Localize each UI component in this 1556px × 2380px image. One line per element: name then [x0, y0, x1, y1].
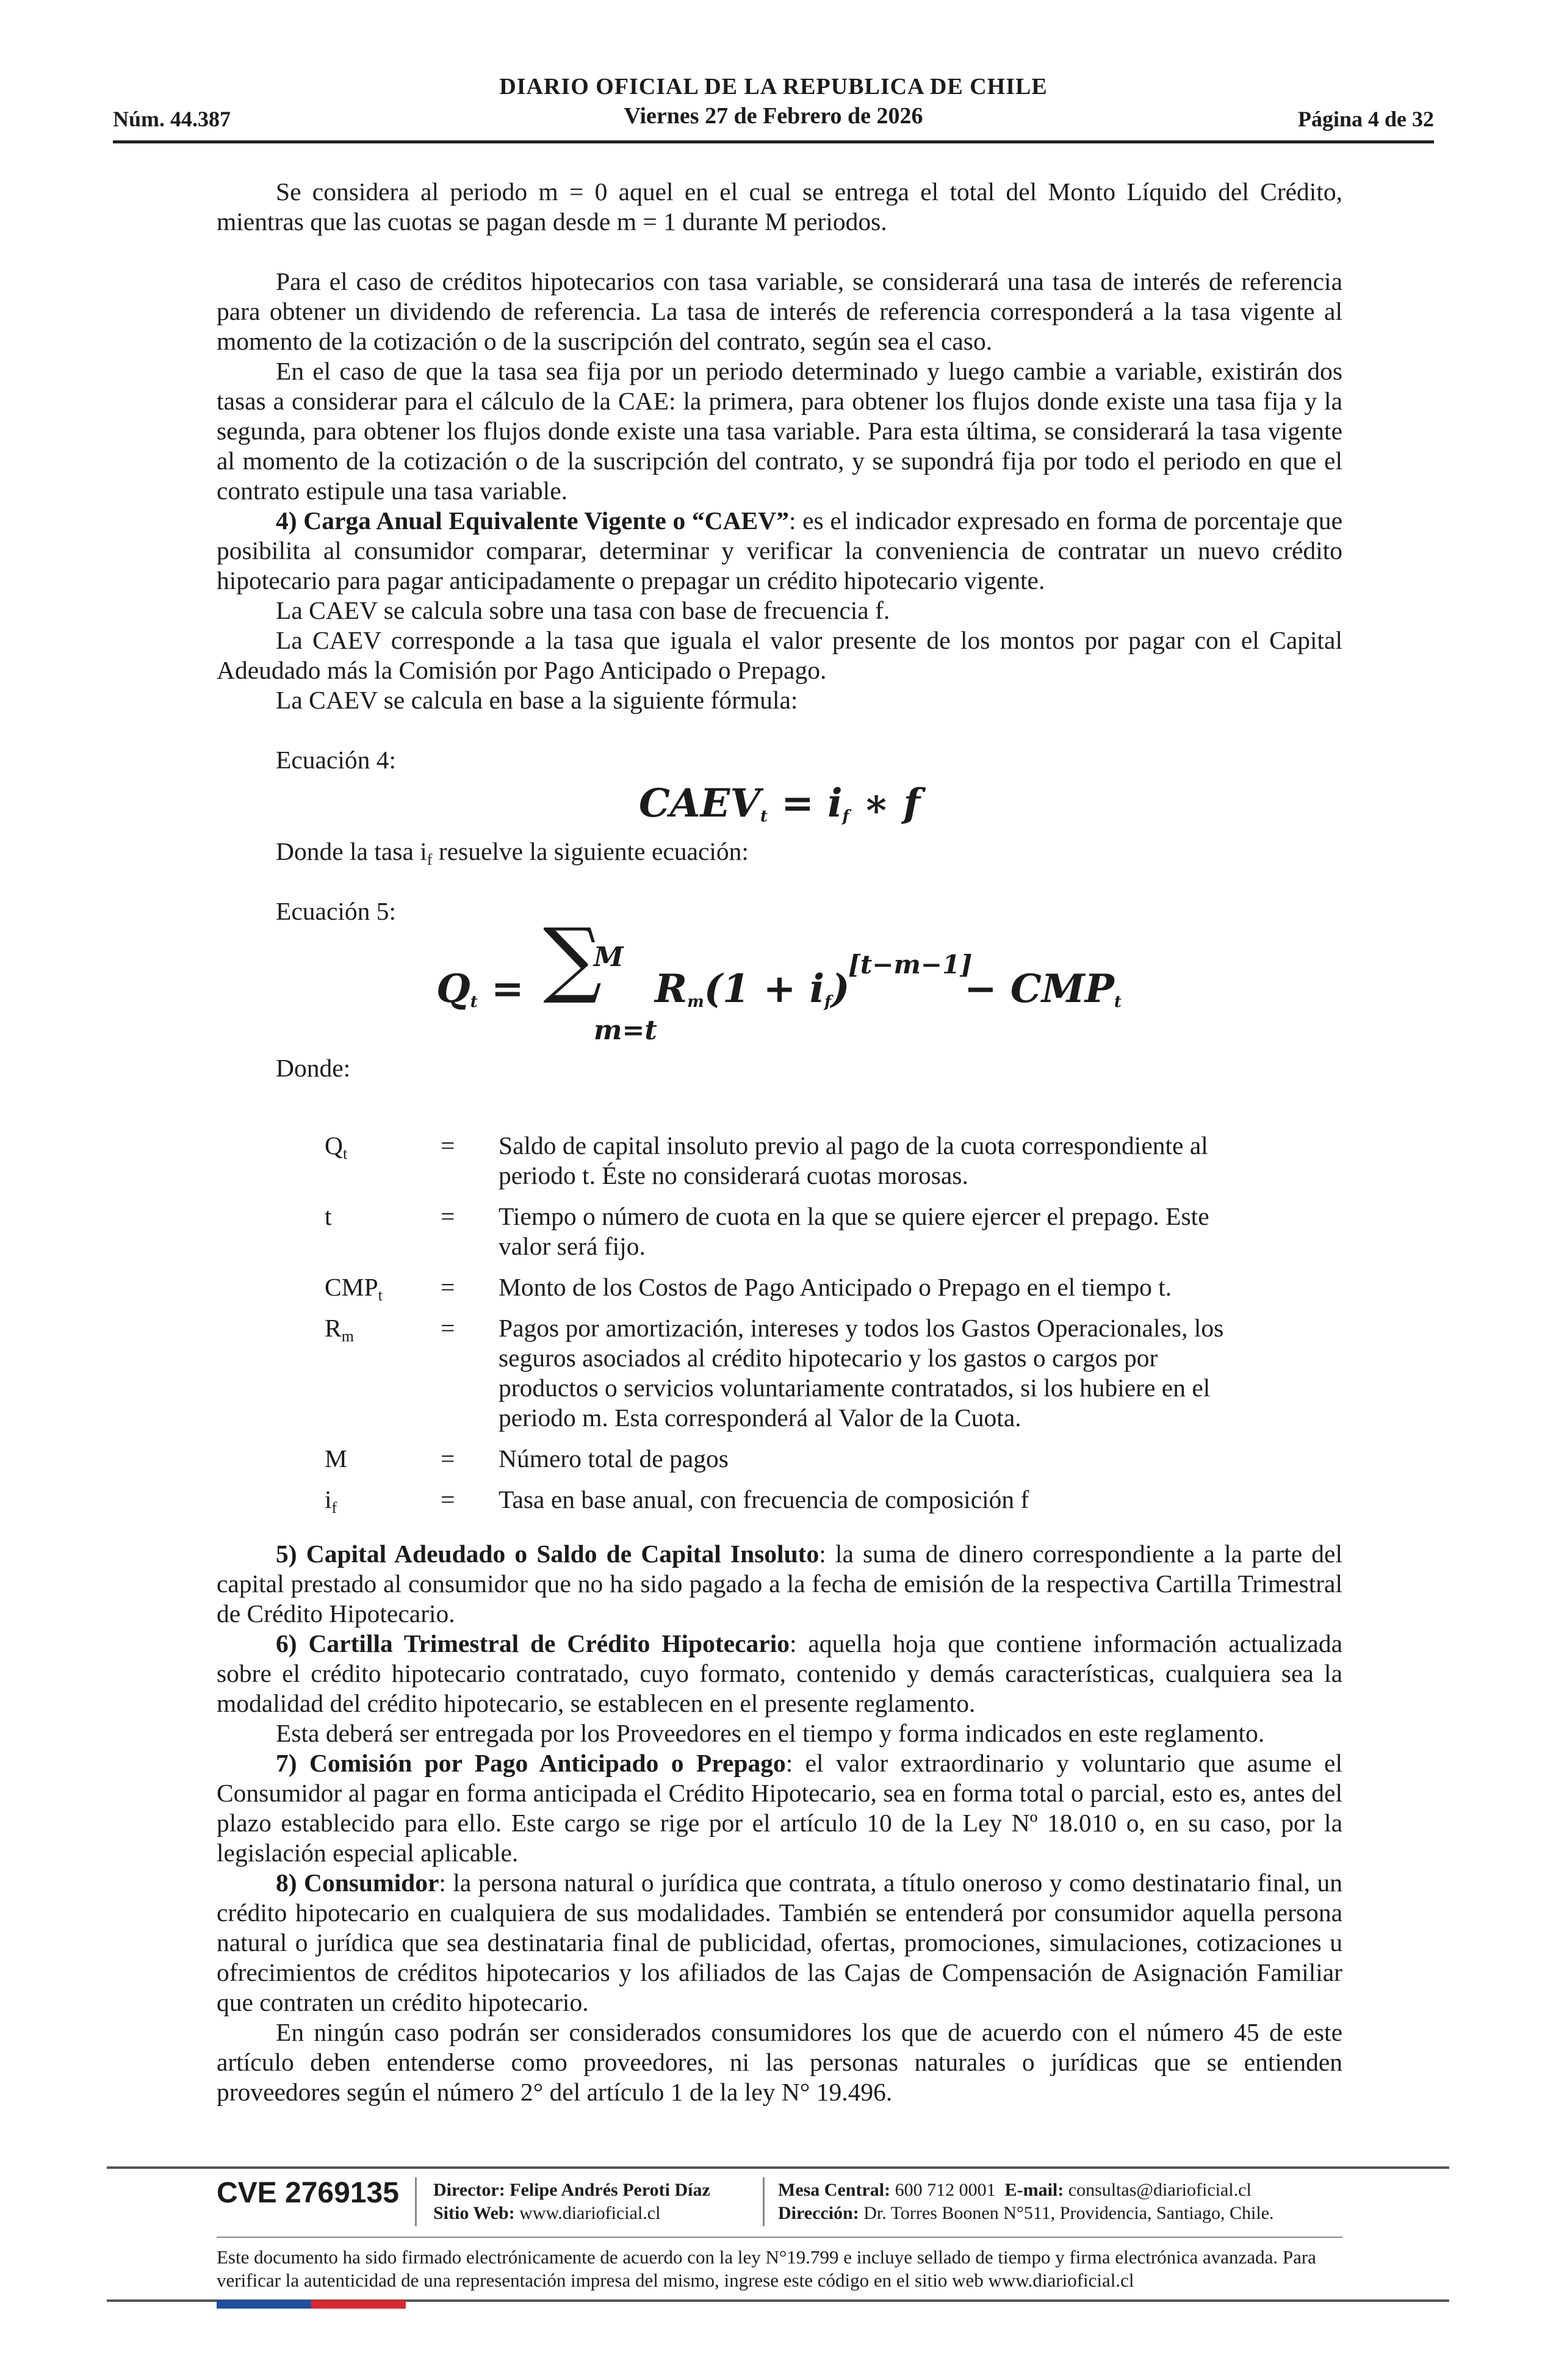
- term-caev: 4) Carga Anual Equivalente Vigente o “CAEV”: [276, 507, 789, 535]
- sum-lower-limit: m=t: [594, 1015, 657, 1046]
- definition-text: : el valor extraordinario y voluntario que asume el Consumidor al pagar en forma anticipada el Crédito Hipotecario, sea en forma total o parcial, esto es, antes del plazo establecido para ello. Este cargo se rige por el artículo 10 de la Ley Nº 18.010 o, en su caso, por la legislación especial aplicable.: [217, 1749, 1342, 1867]
- definition-symbol: [217, 1131, 441, 1191]
- eq5-r: R: [655, 966, 688, 1012]
- term-comision: 7) Comisión por Pago Anticipado o Prepago: [276, 1749, 786, 1777]
- paragraph: Para el caso de créditos hipotecarios con tasa variable, se considerará una tasa de interés de referencia para obtener un dividendo de referencia. La tasa de interés de referencia corresponderá a la tasa vigente al momento de la cotización o de la suscripción del contrato, según sea el caso.: [217, 267, 1342, 355]
- equation-5-label: Ecuación 5:: [276, 897, 397, 925]
- note-sub: f: [427, 851, 433, 868]
- paragraph: La CAEV corresponde a la tasa que iguala el valor presente de los montos por pagar con el Capital Adeudado más la Comisión por Pago Anticipado o Prepago.: [217, 626, 1342, 684]
- eq5-summand: [655, 966, 850, 1012]
- definition-symbol: [217, 1444, 441, 1474]
- definition-row: [217, 1313, 1342, 1433]
- symbol-text: CMP: [325, 1273, 378, 1301]
- eq4-sub: t: [760, 807, 768, 826]
- issue-number: Núm. 44.387: [113, 107, 231, 131]
- donde-label: Donde:: [276, 1054, 351, 1082]
- term-capital: 5) Capital Adeudado o Saldo de Capital Insoluto: [276, 1540, 819, 1568]
- definition-equals: =: [441, 1444, 455, 1473]
- definition-symbol: [217, 1272, 441, 1302]
- definition-text: Tasa en base anual, con frecuencia de composición f: [499, 1485, 1029, 1513]
- eq4-tail: ∗ f: [849, 781, 921, 826]
- definition-text: Número total de pagos: [499, 1444, 729, 1473]
- director-name: Felipe Andrés Peroti Díaz: [510, 2180, 710, 2200]
- eq5-q-sub: t: [470, 993, 478, 1011]
- equation-4-label: Ecuación 4:: [276, 746, 397, 774]
- eq5-r-sub: m: [687, 993, 704, 1011]
- paragraph-comision: [217, 1748, 1342, 1868]
- eq5-lhs: [436, 966, 524, 1012]
- paragraph: La CAEV se calcula sobre una tasa con base de frecuencia f.: [276, 596, 890, 624]
- definition-symbol: [217, 1485, 441, 1515]
- note-text: Donde la tasa i: [276, 837, 427, 865]
- page-header: [113, 73, 1434, 143]
- director-label: Director:: [433, 2180, 505, 2200]
- eq4-rhs: = i: [768, 781, 843, 826]
- paragraph: Esta deberá ser entregada por los Proveedores en el tiempo y forma indicados en este reglamento.: [276, 1719, 1265, 1747]
- paragraph-cartilla: [217, 1629, 1342, 1718]
- equation-4: [217, 781, 1342, 826]
- eq4-rhs-sub: f: [842, 807, 849, 826]
- eq5-equals: =: [477, 966, 524, 1012]
- symbol-text: t: [325, 1202, 332, 1230]
- paragraph: En ningún caso podrán ser considerados consumidores los que de acuerdo con el número 45 de este artículo deben entenderse como proveedores, ni las personas naturales o jurídicas que se entienden proveedores según el número 2° del artículo 1 de la ley N° 19.496.: [217, 2018, 1342, 2106]
- site-link[interactable]: www.diarioficial.cl: [519, 2203, 661, 2223]
- symbol-sub: m: [341, 1327, 354, 1345]
- definition-text: : la persona natural o jurídica que contrata, a título oneroso y como destinatario final, un crédito hipotecario en cualquiera de sus modalidades. También se entenderá por consumidor aquella persona natural o jurídica que sea destinataria final de publicidad, ofertas, promociones, simulaciones, cotizaciones u ofrecimientos de créditos hipotecarios y los afiliados de las Cajas de Compensación de Asignación Familiar que contraten un crédito hipotecario.: [217, 1869, 1342, 2016]
- definition-row: [217, 1485, 1342, 1515]
- symbol-text: M: [325, 1444, 347, 1473]
- note-text: resuelve la siguiente ecuación:: [432, 837, 749, 865]
- definition-text: Pagos por amortización, intereses y todos los Gastos Operacionales, los seguros asociados al crédito hipotecario y los gastos o cargos por productos o servicios voluntariamente contratados, si los hubiere en el periodo m. Esta corresponderá al Valor de la Cuota.: [499, 1314, 1224, 1432]
- address-label: Dirección:: [778, 2203, 859, 2223]
- eq5-close: ): [831, 966, 850, 1012]
- sum-upper-limit: M: [594, 942, 624, 973]
- sigma-symbol: ∑: [543, 911, 602, 1006]
- symbol-sub: f: [331, 1499, 337, 1516]
- symbol-text: Q: [325, 1131, 343, 1159]
- symbol-text: i: [325, 1485, 332, 1513]
- eq4-lhs: CAEV: [638, 781, 760, 826]
- definition-row: [217, 1202, 1342, 1261]
- definition-text: Monto de los Costos de Pago Anticipado o Prepago en el tiempo t.: [499, 1273, 1172, 1301]
- term-cartilla: 6) Cartilla Trimestral de Crédito Hipotecario: [276, 1629, 790, 1657]
- eq5-paren: (1 + i: [704, 966, 825, 1012]
- definition-equals: =: [441, 1314, 455, 1342]
- definition-row: [217, 1272, 1342, 1302]
- article-body: [217, 177, 1342, 2107]
- eq5-cmp: [964, 966, 1122, 1012]
- legal-notice: Este documento ha sido firmado electrónicamente de acuerdo con la ley N°19.799 e incluye sellado de tiempo y firma electrónica avanzada. Para verificar la autenticidad de una representación impresa del mismo, ingrese este código en el sitio web www.diarioficial.cl: [217, 2246, 1316, 2291]
- definition-text: Saldo de capital insoluto previo al pago de la cuota correspondiente al periodo t. Éste no considerará cuotas morosas.: [499, 1131, 1208, 1189]
- address-text: Dr. Torres Boonen N°511, Providencia, Santiago, Chile.: [863, 2203, 1274, 2223]
- definition-text: Tiempo o número de cuota en la que se quiere ejercer el prepago. Este valor será fijo.: [499, 1202, 1209, 1260]
- email-label: E-mail:: [1004, 2180, 1064, 2200]
- footer-separator: [415, 2177, 417, 2226]
- email-link[interactable]: consultas@diarioficial.cl: [1068, 2180, 1252, 2200]
- definition-equals: =: [441, 1202, 455, 1230]
- definition-text: : es el indicador expresado en forma de porcentaje que posibilita al consumidor comparar, determinar y verificar la conveniencia de contratar un nuevo crédito hipotecario para pagar anticipadamente o prepagar un crédito hipotecario vigente.: [217, 507, 1343, 594]
- footer-divider: [107, 2166, 1449, 2169]
- term-consumidor: 8) Consumidor: [276, 1869, 439, 1897]
- definition-text: : aquella hoja que contiene información actualizada sobre el crédito hipotecario contratado, cuyo formato, contenido y demás características, cualquiera sea la modalidad del crédito hipotecario, se establecen en el presente reglamento.: [217, 1629, 1342, 1717]
- definition-equals: =: [441, 1273, 455, 1301]
- paragraph: En el caso de que la tasa sea fija por un periodo determinado y luego cambie a variable, existirán dos tasas a considerar para el cálculo de la CAE: la primera, para obtener los flujos donde existe una tasa fija y la segunda, para obtener los flujos donde existe una tasa variable. Para esta última, se considerará la tasa vigente al momento de la cotización o de la suscripción del contrato, y se supondrá fija por todo el periodo en que el contrato estipule una tasa variable.: [217, 357, 1342, 505]
- eq5-paren-sub: f: [824, 993, 832, 1011]
- paragraph: La CAEV se calcula en base a la siguiente fórmula:: [276, 686, 798, 714]
- site-label: Sitio Web:: [433, 2203, 515, 2223]
- eq5-cmp-text: − CMP: [964, 966, 1114, 1012]
- definition-row: [217, 1444, 1342, 1474]
- eq5-exponent: [t−m−1]: [848, 950, 973, 979]
- symbol-sub: t: [342, 1145, 348, 1163]
- eq5-cmp-sub: t: [1114, 993, 1122, 1011]
- paragraph: Se considera al periodo m = 0 aquel en el cual se entrega el total del Monto Líquido del Crédito, mientras que las cuotas se pagan desde m = 1 durante M periodos.: [217, 178, 1342, 236]
- footer-divider: [217, 2237, 1342, 2238]
- variable-definitions: [217, 1131, 1342, 1515]
- footer-contact: [778, 2179, 1274, 2225]
- footer-separator: [763, 2177, 765, 2226]
- phone-number: 600 712 0001: [895, 2180, 996, 2200]
- phone-label: Mesa Central:: [778, 2180, 891, 2200]
- footer-director: [433, 2179, 710, 2225]
- paragraph-consumidor: [217, 1868, 1342, 2018]
- definition-text: : la suma de dinero correspondiente a la parte del capital prestado al consumidor que no ha sido pagado a la fecha de emisión de la respectiva Cartilla Trimestral de Crédito Hipotecario.: [217, 1540, 1342, 1628]
- symbol-sub: t: [378, 1286, 383, 1304]
- eq5-q: Q: [436, 966, 470, 1012]
- newspaper-title: DIARIO OFICIAL DE LA REPUBLICA DE CHILE: [499, 74, 1048, 99]
- definition-row: [217, 1131, 1342, 1191]
- paragraph-caev: [217, 506, 1342, 596]
- definition-symbol: [217, 1313, 441, 1433]
- issue-date: Viernes 27 de Febrero de 2026: [624, 103, 923, 129]
- flag-bar-red: [311, 2300, 406, 2309]
- equation-note: [217, 837, 1342, 867]
- definition-equals: =: [441, 1485, 455, 1513]
- definition-equals: =: [441, 1131, 455, 1159]
- cve-code: CVE 2769135: [217, 2177, 399, 2209]
- symbol-text: R: [325, 1314, 342, 1342]
- flag-bar-blue: [217, 2300, 311, 2309]
- paragraph-capital: [217, 1539, 1342, 1629]
- page-number: Página 4 de 32: [1297, 107, 1434, 131]
- definition-symbol: [217, 1202, 441, 1261]
